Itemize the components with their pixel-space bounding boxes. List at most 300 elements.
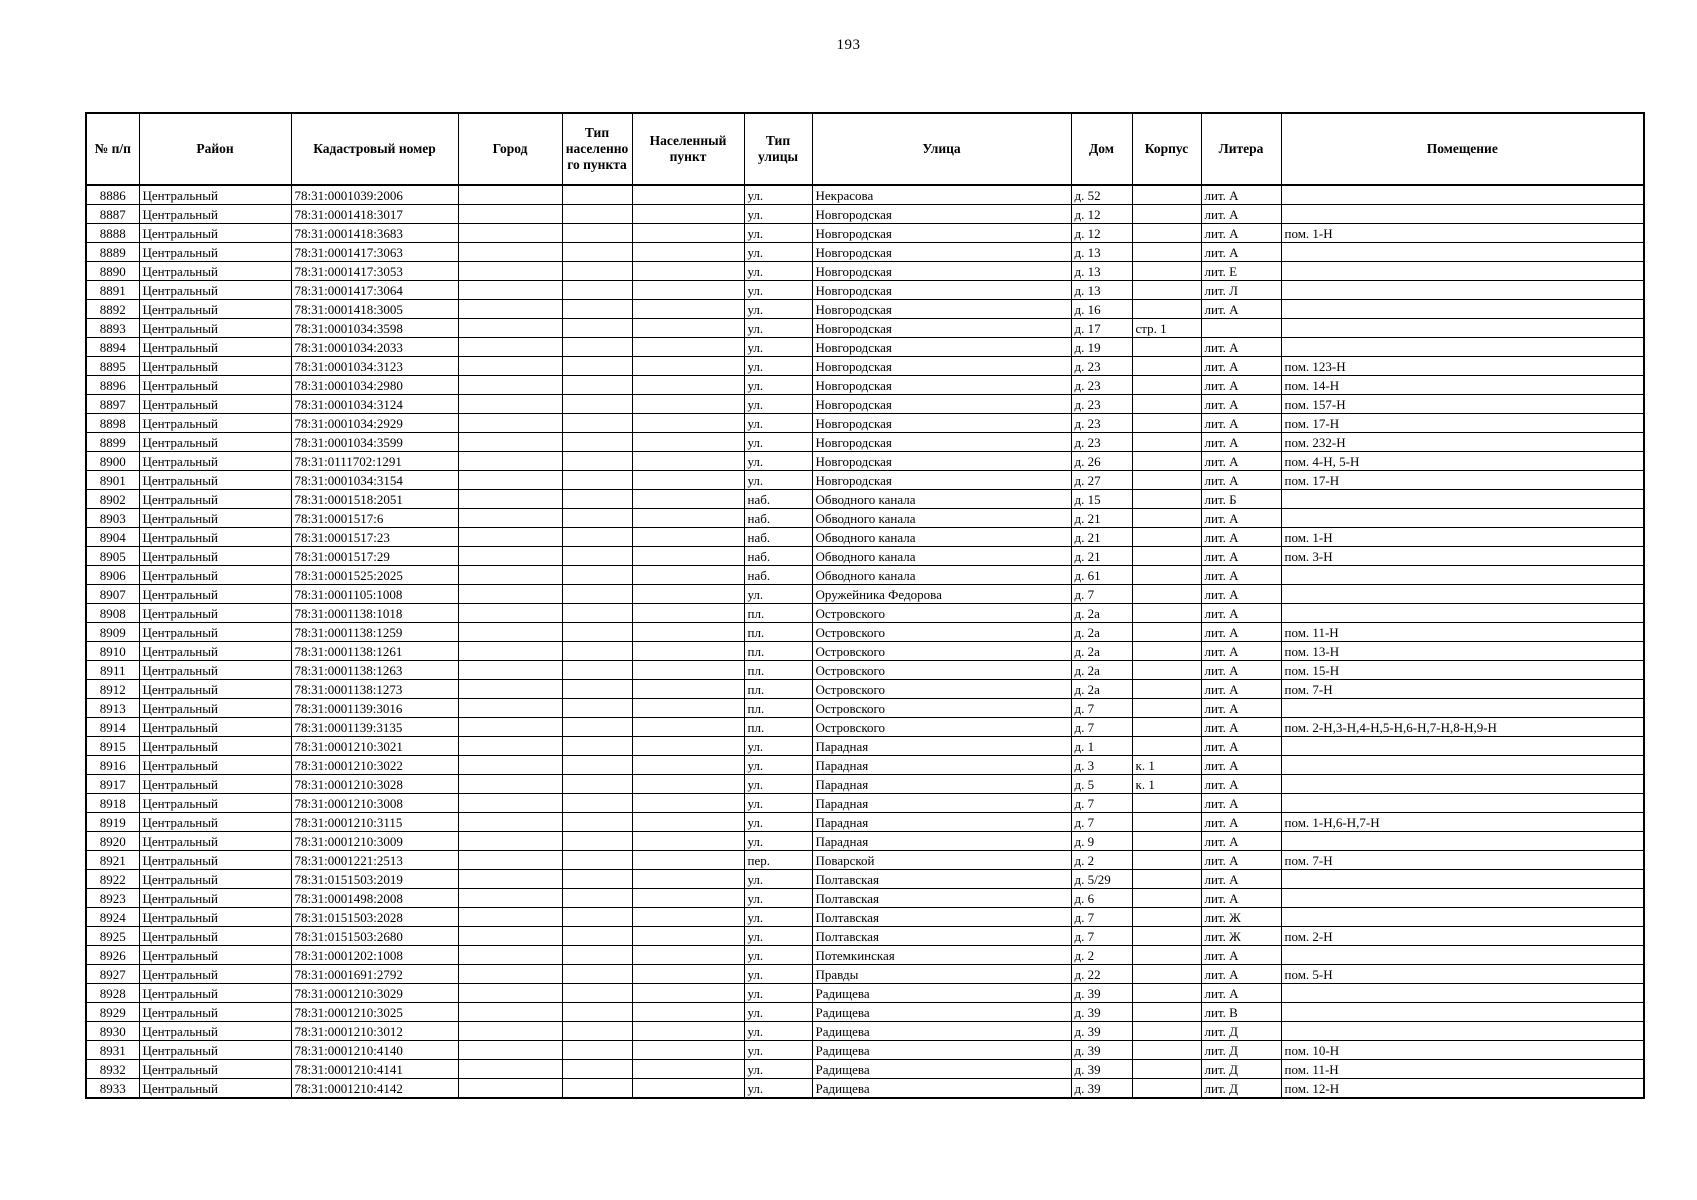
cell-building (1132, 566, 1201, 585)
cell-street: Радищева (812, 1003, 1071, 1022)
cell-street: Поварской (812, 851, 1071, 870)
cell-building (1132, 623, 1201, 642)
cell-settlement (632, 1079, 744, 1099)
cell-settlement_type (562, 224, 632, 243)
cell-building (1132, 338, 1201, 357)
cell-street: Обводного канала (812, 528, 1071, 547)
cell-street_type: ул. (744, 813, 812, 832)
table-row (86, 737, 1644, 756)
cell-district: Центральный (139, 566, 291, 585)
cell-street: Оружейника Федорова (812, 585, 1071, 604)
cell-letter: лит. А (1201, 699, 1281, 718)
cell-cadastral: 78:31:0001105:1008 (291, 585, 458, 604)
cell-city (458, 376, 562, 395)
cell-building (1132, 851, 1201, 870)
cell-city (458, 737, 562, 756)
cell-building (1132, 1022, 1201, 1041)
cell-premises (1281, 185, 1644, 205)
cell-house: д. 17 (1071, 319, 1132, 338)
cell-settlement_type (562, 300, 632, 319)
cell-street_type: ул. (744, 243, 812, 262)
cell-letter: лит. А (1201, 737, 1281, 756)
cell-street_type: ул. (744, 585, 812, 604)
cell-num: 8930 (86, 1022, 139, 1041)
cell-num: 8928 (86, 984, 139, 1003)
cell-num: 8903 (86, 509, 139, 528)
cell-district: Центральный (139, 300, 291, 319)
cell-city (458, 870, 562, 889)
cell-num: 8913 (86, 699, 139, 718)
cell-settlement_type (562, 813, 632, 832)
cell-house: д. 7 (1071, 585, 1132, 604)
cell-city (458, 547, 562, 566)
cell-district: Центральный (139, 414, 291, 433)
cell-settlement_type (562, 680, 632, 699)
cell-street_type: ул. (744, 1060, 812, 1079)
column-header-street: Улица (812, 113, 1071, 185)
cell-building (1132, 832, 1201, 851)
cell-city (458, 528, 562, 547)
cell-house: д. 2а (1071, 623, 1132, 642)
cell-settlement (632, 509, 744, 528)
column-header-num: № п/п (86, 113, 139, 185)
cell-street_type: пл. (744, 604, 812, 623)
cell-settlement (632, 224, 744, 243)
cell-cadastral: 78:31:0001210:3012 (291, 1022, 458, 1041)
table-row (86, 281, 1644, 300)
table-row (86, 1060, 1644, 1079)
cell-settlement (632, 851, 744, 870)
cell-settlement_type (562, 528, 632, 547)
cell-building: к. 1 (1132, 756, 1201, 775)
cell-settlement (632, 794, 744, 813)
cell-street: Новгородская (812, 319, 1071, 338)
table-row (86, 794, 1644, 813)
cell-city (458, 1060, 562, 1079)
table-row (86, 471, 1644, 490)
cell-cadastral: 78:31:0001525:2025 (291, 566, 458, 585)
cell-city (458, 1022, 562, 1041)
cell-settlement (632, 185, 744, 205)
cell-district: Центральный (139, 528, 291, 547)
cell-premises (1281, 566, 1644, 585)
cell-building: к. 1 (1132, 775, 1201, 794)
cell-house: д. 39 (1071, 1060, 1132, 1079)
cell-settlement_type (562, 946, 632, 965)
cell-premises (1281, 262, 1644, 281)
table-row (86, 205, 1644, 224)
cell-settlement (632, 262, 744, 281)
cell-letter: лит. А (1201, 851, 1281, 870)
cell-street: Островского (812, 680, 1071, 699)
cell-building (1132, 984, 1201, 1003)
cell-city (458, 509, 562, 528)
cell-cadastral: 78:31:0001139:3016 (291, 699, 458, 718)
cell-cadastral: 78:31:0001517:6 (291, 509, 458, 528)
cell-street: Обводного канала (812, 490, 1071, 509)
cell-house: д. 52 (1071, 185, 1132, 205)
cell-settlement_type (562, 338, 632, 357)
cell-settlement (632, 813, 744, 832)
cell-cadastral: 78:31:0001517:23 (291, 528, 458, 547)
cell-street: Потемкинская (812, 946, 1071, 965)
cell-num: 8905 (86, 547, 139, 566)
cell-cadastral: 78:31:0001210:3008 (291, 794, 458, 813)
cell-street_type: ул. (744, 965, 812, 984)
cell-street: Радищева (812, 1060, 1071, 1079)
cell-premises (1281, 1022, 1644, 1041)
cell-premises: пом. 7-Н (1281, 680, 1644, 699)
cell-num: 8892 (86, 300, 139, 319)
cell-street: Новгородская (812, 243, 1071, 262)
cell-letter: лит. А (1201, 433, 1281, 452)
cell-cadastral: 78:31:0001034:3598 (291, 319, 458, 338)
table-row (86, 395, 1644, 414)
cell-city (458, 1041, 562, 1060)
cell-city (458, 585, 562, 604)
table-row (86, 604, 1644, 623)
cell-building (1132, 642, 1201, 661)
cell-district: Центральный (139, 851, 291, 870)
cell-district: Центральный (139, 832, 291, 851)
cell-district: Центральный (139, 946, 291, 965)
cell-street: Полтавская (812, 889, 1071, 908)
cell-num: 8914 (86, 718, 139, 737)
cell-num: 8912 (86, 680, 139, 699)
table-row (86, 319, 1644, 338)
cell-street: Полтавская (812, 927, 1071, 946)
column-header-cadastral: Кадастровый номер (291, 113, 458, 185)
cell-house: д. 9 (1071, 832, 1132, 851)
cell-settlement (632, 908, 744, 927)
cell-street: Радищева (812, 984, 1071, 1003)
cell-district: Центральный (139, 452, 291, 471)
cell-settlement (632, 737, 744, 756)
cell-building (1132, 680, 1201, 699)
cell-building (1132, 1003, 1201, 1022)
cell-settlement_type (562, 490, 632, 509)
cell-premises: пом. 7-Н (1281, 851, 1644, 870)
cell-house: д. 5 (1071, 775, 1132, 794)
cell-premises: пом. 17-Н (1281, 471, 1644, 490)
cell-house: д. 39 (1071, 1022, 1132, 1041)
cell-street: Парадная (812, 813, 1071, 832)
cell-building (1132, 395, 1201, 414)
cell-house: д. 12 (1071, 205, 1132, 224)
cell-num: 8898 (86, 414, 139, 433)
cell-city (458, 680, 562, 699)
cell-num: 8888 (86, 224, 139, 243)
cell-district: Центральный (139, 737, 291, 756)
cell-street: Новгородская (812, 452, 1071, 471)
cell-cadastral: 78:31:0001417:3063 (291, 243, 458, 262)
cell-city (458, 1079, 562, 1099)
cell-street_type: ул. (744, 452, 812, 471)
cell-premises (1281, 699, 1644, 718)
column-header-street_type: Тип улицы (744, 113, 812, 185)
cell-num: 8931 (86, 1041, 139, 1060)
cell-premises: пом. 3-Н (1281, 547, 1644, 566)
cell-settlement_type (562, 471, 632, 490)
table-row (86, 243, 1644, 262)
table-row (86, 1041, 1644, 1060)
cell-district: Центральный (139, 547, 291, 566)
cell-cadastral: 78:31:0001417:3064 (291, 281, 458, 300)
cell-settlement_type (562, 737, 632, 756)
cell-letter: лит. Б (1201, 490, 1281, 509)
cell-house: д. 27 (1071, 471, 1132, 490)
cell-street_type: ул. (744, 775, 812, 794)
cell-street: Новгородская (812, 414, 1071, 433)
cadastral-registry-table (85, 112, 1645, 1099)
cell-settlement (632, 395, 744, 414)
table-header-row (86, 113, 1644, 185)
cell-street_type: ул. (744, 1079, 812, 1099)
cell-house: д. 2а (1071, 661, 1132, 680)
cell-settlement_type (562, 984, 632, 1003)
cell-district: Центральный (139, 794, 291, 813)
cell-settlement_type (562, 262, 632, 281)
table-row (86, 661, 1644, 680)
cell-num: 8886 (86, 185, 139, 205)
cell-district: Центральный (139, 585, 291, 604)
cell-num: 8909 (86, 623, 139, 642)
table-row (86, 452, 1644, 471)
cell-premises: пом. 232-Н (1281, 433, 1644, 452)
table-row (86, 262, 1644, 281)
cell-building (1132, 889, 1201, 908)
cell-num: 8887 (86, 205, 139, 224)
cell-city (458, 338, 562, 357)
cell-letter: лит. Е (1201, 262, 1281, 281)
cell-cadastral: 78:31:0001221:2513 (291, 851, 458, 870)
cell-letter: лит. Д (1201, 1079, 1281, 1099)
cell-house: д. 2а (1071, 604, 1132, 623)
cell-letter: лит. А (1201, 661, 1281, 680)
cell-letter: лит. А (1201, 395, 1281, 414)
cell-cadastral: 78:31:0001418:3683 (291, 224, 458, 243)
cell-settlement_type (562, 623, 632, 642)
cell-premises: пом. 11-Н (1281, 1060, 1644, 1079)
cell-city (458, 965, 562, 984)
cell-district: Центральный (139, 813, 291, 832)
cell-street: Новгородская (812, 224, 1071, 243)
cell-settlement_type (562, 1003, 632, 1022)
cell-premises: пом. 15-Н (1281, 661, 1644, 680)
cell-settlement (632, 623, 744, 642)
cell-district: Центральный (139, 471, 291, 490)
cell-house: д. 7 (1071, 908, 1132, 927)
cell-letter: лит. А (1201, 376, 1281, 395)
cell-district: Центральный (139, 490, 291, 509)
cell-city (458, 813, 562, 832)
cell-letter (1201, 319, 1281, 338)
table-row (86, 946, 1644, 965)
table-row (86, 490, 1644, 509)
cell-premises: пом. 11-Н (1281, 623, 1644, 642)
cell-street: Новгородская (812, 300, 1071, 319)
cell-premises (1281, 832, 1644, 851)
cell-settlement (632, 832, 744, 851)
cell-letter: лит. Ж (1201, 908, 1281, 927)
cell-letter: лит. А (1201, 205, 1281, 224)
table-row (86, 566, 1644, 585)
cell-building (1132, 281, 1201, 300)
table-row (86, 908, 1644, 927)
cell-house: д. 23 (1071, 357, 1132, 376)
cell-street_type: наб. (744, 528, 812, 547)
cell-street_type: ул. (744, 756, 812, 775)
cell-house: д. 39 (1071, 1003, 1132, 1022)
cell-building (1132, 699, 1201, 718)
cell-street_type: ул. (744, 889, 812, 908)
cell-district: Центральный (139, 224, 291, 243)
cell-street_type: наб. (744, 547, 812, 566)
cell-settlement_type (562, 965, 632, 984)
cell-premises (1281, 490, 1644, 509)
cell-house: д. 2а (1071, 680, 1132, 699)
cell-settlement_type (562, 281, 632, 300)
cell-cadastral: 78:31:0001210:3029 (291, 984, 458, 1003)
cell-settlement_type (562, 870, 632, 889)
cell-district: Центральный (139, 376, 291, 395)
table-row (86, 185, 1644, 205)
cell-num: 8922 (86, 870, 139, 889)
cell-house: д. 13 (1071, 281, 1132, 300)
cell-building (1132, 604, 1201, 623)
cell-settlement (632, 927, 744, 946)
cell-cadastral: 78:31:0001417:3053 (291, 262, 458, 281)
cell-district: Центральный (139, 927, 291, 946)
cell-settlement (632, 699, 744, 718)
table-row (86, 357, 1644, 376)
cell-settlement_type (562, 604, 632, 623)
cell-house: д. 3 (1071, 756, 1132, 775)
cell-settlement_type (562, 775, 632, 794)
cell-num: 8908 (86, 604, 139, 623)
cell-premises (1281, 946, 1644, 965)
cell-premises (1281, 756, 1644, 775)
cell-house: д. 1 (1071, 737, 1132, 756)
cell-house: д. 19 (1071, 338, 1132, 357)
cell-street_type: ул. (744, 471, 812, 490)
cell-settlement_type (562, 243, 632, 262)
cell-street_type: ул. (744, 737, 812, 756)
cell-settlement_type (562, 452, 632, 471)
cell-district: Центральный (139, 395, 291, 414)
cell-premises: пом. 2-Н (1281, 927, 1644, 946)
cell-premises (1281, 281, 1644, 300)
cell-letter: лит. А (1201, 471, 1281, 490)
cell-letter: лит. А (1201, 623, 1281, 642)
cell-cadastral: 78:31:0001034:2929 (291, 414, 458, 433)
cell-street: Обводного канала (812, 547, 1071, 566)
cell-house: д. 23 (1071, 414, 1132, 433)
cell-house: д. 61 (1071, 566, 1132, 585)
table-row (86, 376, 1644, 395)
cell-num: 8924 (86, 908, 139, 927)
cell-num: 8910 (86, 642, 139, 661)
cell-settlement_type (562, 509, 632, 528)
cell-settlement_type (562, 927, 632, 946)
cell-street_type: пл. (744, 718, 812, 737)
cell-street_type: ул. (744, 338, 812, 357)
table-row (86, 1022, 1644, 1041)
cell-street: Обводного канала (812, 566, 1071, 585)
cell-letter: лит. А (1201, 585, 1281, 604)
cell-street_type: ул. (744, 908, 812, 927)
cell-city (458, 319, 562, 338)
cell-cadastral: 78:31:0001691:2792 (291, 965, 458, 984)
cell-settlement_type (562, 433, 632, 452)
table-row (86, 718, 1644, 737)
cell-house: д. 7 (1071, 927, 1132, 946)
cell-building (1132, 376, 1201, 395)
cell-letter: лит. А (1201, 984, 1281, 1003)
cell-street: Островского (812, 718, 1071, 737)
table-row (86, 870, 1644, 889)
cell-district: Центральный (139, 262, 291, 281)
cell-street_type: наб. (744, 490, 812, 509)
cell-street: Парадная (812, 737, 1071, 756)
cell-letter: лит. А (1201, 509, 1281, 528)
cell-building (1132, 185, 1201, 205)
cell-cadastral: 78:31:0001039:2006 (291, 185, 458, 205)
cell-street_type: ул. (744, 185, 812, 205)
cell-building (1132, 927, 1201, 946)
cell-district: Центральный (139, 908, 291, 927)
cell-letter: лит. А (1201, 243, 1281, 262)
cell-district: Центральный (139, 433, 291, 452)
cell-premises (1281, 1003, 1644, 1022)
cell-num: 8932 (86, 1060, 139, 1079)
cell-settlement_type (562, 851, 632, 870)
cell-street_type: ул. (744, 794, 812, 813)
cell-num: 8902 (86, 490, 139, 509)
table-row (86, 585, 1644, 604)
table-row (86, 509, 1644, 528)
cell-street: Новгородская (812, 281, 1071, 300)
cell-house: д. 16 (1071, 300, 1132, 319)
cell-settlement_type (562, 547, 632, 566)
cell-street: Новгородская (812, 471, 1071, 490)
cell-city (458, 471, 562, 490)
cell-premises: пом. 1-Н (1281, 528, 1644, 547)
cell-letter: лит. А (1201, 794, 1281, 813)
cell-street: Некрасова (812, 185, 1071, 205)
cell-house: д. 23 (1071, 395, 1132, 414)
cell-settlement (632, 452, 744, 471)
cell-settlement (632, 414, 744, 433)
cell-city (458, 395, 562, 414)
cell-city (458, 908, 562, 927)
cell-house: д. 6 (1071, 889, 1132, 908)
cell-premises (1281, 338, 1644, 357)
cell-letter: лит. А (1201, 775, 1281, 794)
cell-cadastral: 78:31:0001518:2051 (291, 490, 458, 509)
cell-settlement (632, 1060, 744, 1079)
cell-cadastral: 78:31:0001034:3599 (291, 433, 458, 452)
cell-letter: лит. А (1201, 642, 1281, 661)
table-row (86, 680, 1644, 699)
cell-street: Полтавская (812, 870, 1071, 889)
cell-num: 8921 (86, 851, 139, 870)
cell-settlement (632, 1003, 744, 1022)
cell-settlement (632, 471, 744, 490)
cell-premises (1281, 889, 1644, 908)
cell-settlement_type (562, 1022, 632, 1041)
cell-city (458, 281, 562, 300)
